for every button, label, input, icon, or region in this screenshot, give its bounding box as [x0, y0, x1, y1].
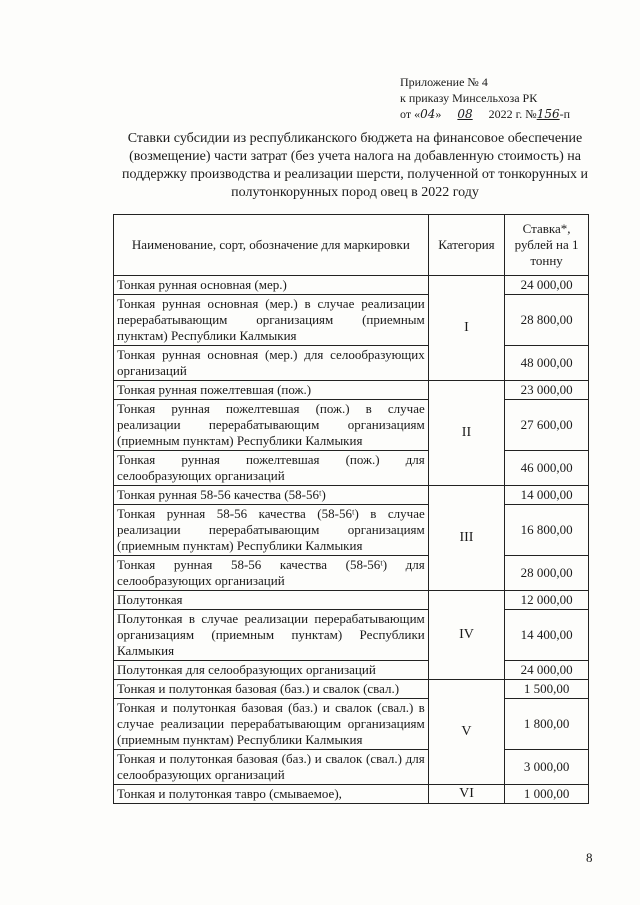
wool-type-name: Полутонкая в случае реализации перерабатывающим организациям (приемным пунктам) Республики Калмыкия: [114, 610, 429, 661]
wool-type-name: Тонкая и полутонкая базовая (баз.) и свалок (свал.) в случае реализации перерабатывающим организациям (приемным пунктам) Республики Калмыкия: [114, 699, 429, 750]
wool-type-name: Тонкая и полутонкая базовая (баз.) и свалок (свал.): [114, 680, 429, 699]
table-row: [114, 591, 589, 610]
table-row: [114, 276, 589, 295]
category-cell: VI: [428, 785, 504, 804]
table-row: [114, 556, 589, 591]
rate-cell: 24 000,00: [505, 661, 589, 680]
rate-cell: 27 600,00: [505, 400, 589, 451]
category-cell: V: [428, 680, 504, 785]
table-header-row: [114, 215, 589, 276]
wool-type-name: Полутонкая для селообразующих организаций: [114, 661, 429, 680]
wool-type-name: Тонкая рунная 58-56 качества (58-56ᵗ) для селообразующих организаций: [114, 556, 429, 591]
table-row: [114, 680, 589, 699]
appendix-number: Приложение № 4: [400, 75, 488, 89]
rate-cell: 24 000,00: [505, 276, 589, 295]
rate-cell: 23 000,00: [505, 381, 589, 400]
table-row: [114, 486, 589, 505]
rate-cell: 28 000,00: [505, 556, 589, 591]
wool-type-name: Тонкая рунная основная (мер.) для селообразующих организаций: [114, 346, 429, 381]
table-row: [114, 699, 589, 750]
column-header-rate: Ставка*, рублей на 1 тонну: [505, 215, 589, 276]
rate-cell: 14 000,00: [505, 486, 589, 505]
appendix-header: [400, 74, 570, 122]
column-header-category: Категория: [428, 215, 504, 276]
table-row: [114, 610, 589, 661]
wool-type-name: Тонкая и полутонкая базовая (баз.) и свалок (свал.) для селообразующих организаций: [114, 750, 429, 785]
wool-type-name: Тонкая рунная основная (мер.): [114, 276, 429, 295]
order-reference: к приказу Минсельхоза РК: [400, 91, 538, 105]
rate-cell: 3 000,00: [505, 750, 589, 785]
rate-cell: 46 000,00: [505, 451, 589, 486]
rate-cell: 28 800,00: [505, 295, 589, 346]
category-cell: I: [428, 276, 504, 381]
subsidy-rates-table: [113, 214, 589, 804]
document-title: Ставки субсидии из республиканского бюджета на финансовое обеспечение (возмещение) части затрат (без учета налога на добавленную стоимость) на поддержку производства и реализации шерсти, полученной от тонкорунных и полутонкорунных пород овец в 2022 году: [122, 131, 588, 200]
table-row: [114, 505, 589, 556]
rate-cell: 1 000,00: [505, 785, 589, 804]
rate-cell: 1 800,00: [505, 699, 589, 750]
rate-cell: 1 500,00: [505, 680, 589, 699]
rate-cell: 14 400,00: [505, 610, 589, 661]
wool-type-name: Тонкая рунная пожелтевшая (пож.) для селообразующих организаций: [114, 451, 429, 486]
category-cell: II: [428, 381, 504, 486]
column-header-name: Наименование, сорт, обозначение для маркировки: [114, 215, 429, 276]
order-month: 08: [457, 107, 473, 121]
wool-type-name: Полутонкая: [114, 591, 429, 610]
wool-type-name: Тонкая рунная основная (мер.) в случае реализации перерабатывающим организациям (приемным пунктам) Республики Калмыкия: [114, 295, 429, 346]
category-cell: IV: [428, 591, 504, 680]
rate-cell: 48 000,00: [505, 346, 589, 381]
rate-cell: 16 800,00: [505, 505, 589, 556]
wool-type-name: Тонкая рунная 58-56 качества (58-56ᵗ) в случае реализации перерабатывающим организациям (приемным пунктам) Республики Калмыкия: [114, 505, 429, 556]
table-row: [114, 295, 589, 346]
category-cell: III: [428, 486, 504, 591]
order-number: 156: [536, 107, 560, 121]
wool-type-name: Тонкая рунная пожелтевшая (пож.) в случае реализации перерабатывающим организациям (приемным пунктам) Республики Калмыкия: [114, 400, 429, 451]
table-row: [114, 451, 589, 486]
wool-type-name: Тонкая и полутонкая тавро (смываемое),: [114, 785, 429, 804]
table-row: [114, 661, 589, 680]
rate-cell: 12 000,00: [505, 591, 589, 610]
table-row: [114, 785, 589, 804]
page-number: 8: [586, 850, 593, 865]
order-date-line: от «04» 08 2022 г. №156-п: [400, 107, 571, 121]
table-row: [114, 750, 589, 785]
order-day: 04: [420, 107, 436, 121]
table-row: [114, 381, 589, 400]
wool-type-name: Тонкая рунная пожелтевшая (пож.): [114, 381, 429, 400]
wool-type-name: Тонкая рунная 58-56 качества (58-56ᵗ): [114, 486, 429, 505]
table-body: [114, 276, 589, 804]
table-row: [114, 346, 589, 381]
table-row: [114, 400, 589, 451]
